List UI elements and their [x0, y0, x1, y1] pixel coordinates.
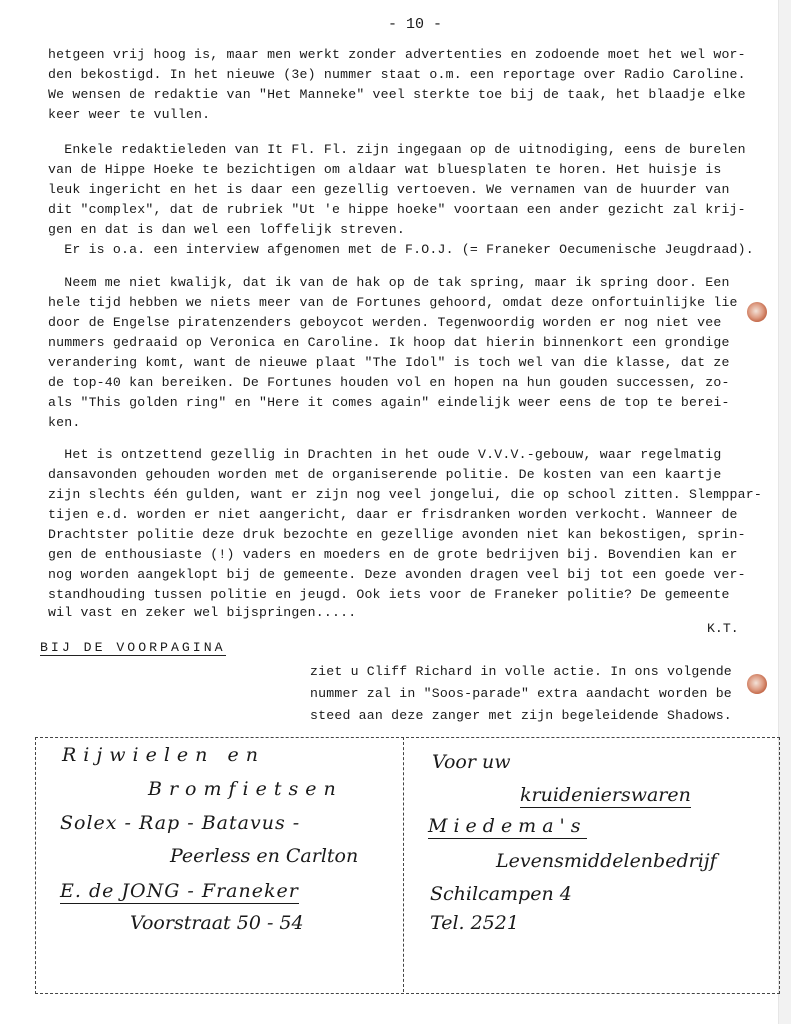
text-line: nummers gedraaid op Veronica en Caroline. Ik hoop dat hierin binnenkort een grondige: [48, 335, 730, 350]
text-line: ken.: [48, 415, 81, 430]
text-line: gen en dat is dan wel een loffelijk streven.: [48, 222, 406, 237]
ad-left-line2: Bromfietsen: [148, 778, 343, 800]
text-line: ziet u Cliff Richard in volle actie. In ons volgende: [310, 664, 732, 679]
text-line: door de Engelse piratenzenders geboycot werden. Tegenwoordig worden er nog niet vee: [48, 315, 722, 330]
ad-left-line1: Rijwielen en: [62, 744, 265, 766]
text-line: gen de enthousiaste (!) vaders en moeders en de grote bedrijven bij. Bovendien kan er: [48, 547, 738, 562]
text-line: den bekostigd. In het nieuwe (3e) nummer staat o.m. een reportage over Radio Caroline.: [48, 67, 746, 82]
text-line: nummer zal in "Soos-parade" extra aandacht worden be: [310, 686, 732, 701]
text-line: keer weer te vullen.: [48, 107, 211, 122]
ad-left-line5: E. de JONG - Franeker: [60, 880, 299, 902]
text-line: nog worden aangeklopt bij de gemeente. Deze avonden dragen veel bij tot een goede ver-: [48, 567, 746, 582]
ad-left-line6: Voorstraat 50 - 54: [130, 912, 304, 934]
text-line: Drachtster politie deze druk bezochte en gezellige avonden niet kan bekostigen, sprin-: [48, 527, 746, 542]
text-line: Het is ontzettend gezellig in Drachten in het oude V.V.V.-gebouw, waar regelmatig: [48, 447, 722, 462]
ad-right-line5: Schilcampen 4: [430, 883, 572, 905]
text-line: dit "complex", dat de rubriek "Ut 'e hippe hoeke" voortaan een ander gezicht zal krij-: [48, 202, 746, 217]
section-heading: BIJ DE VOORPAGINA: [40, 640, 226, 655]
text-line: We wensen de redaktie van "Het Manneke" veel sterkte toe bij de taak, het blaadje elke: [48, 87, 746, 102]
text-line: Neem me niet kwalijk, dat ik van de hak op de tak spring, maar ik spring door. Een: [48, 275, 730, 290]
ad-right-line6: Tel. 2521: [430, 912, 519, 934]
ad-right-line3: Miedema's: [428, 815, 587, 837]
text-line: hele tijd hebben we niets meer van de Fortunes gehoord, omdat deze onfortuinlijke lie: [48, 295, 738, 310]
text-line: wil vast en zeker wel bijspringen.....: [48, 605, 357, 620]
text-line: hetgeen vrij hoog is, maar men werkt zonder advertenties en zodoende moet het wel wor-: [48, 47, 746, 62]
punch-hole: [747, 302, 767, 322]
ad-right-line4: Levensmiddelenbedrijf: [496, 850, 717, 872]
ad-right-line2: kruidenierswaren: [520, 784, 691, 806]
ad-right-line1: Voor uw: [432, 751, 511, 773]
text-line: de top-40 kan bereiken. De Fortunes houden vol en hopen na hun gouden successen, zo-: [48, 375, 730, 390]
text-line: zijn slechts één gulden, want er zijn nog veel jongelui, die op school zitten. Slemppar-: [48, 487, 763, 502]
ad-left-line4: Peerless en Carlton: [170, 845, 359, 867]
punch-hole: [747, 674, 767, 694]
text-line: Enkele redaktieleden van It Fl. Fl. zijn ingegaan op de uitnodiging, eens de burelen: [48, 142, 746, 157]
text-line: dansavonden gehouden worden met de organiserende politie. De kosten van een kaartje: [48, 467, 722, 482]
text-line: tijen e.d. worden er niet aangericht, daar er frisdranken worden verkocht. Wanneer de: [48, 507, 738, 522]
text-line: Er is o.a. een interview afgenomen met de F.O.J. (= Franeker Oecumenische Jeugdraad).: [48, 242, 754, 257]
text-line: standhouding tussen politie en jeugd. Ook iets voor de Franeker politie? De gemeente: [48, 587, 730, 602]
text-line: van de Hippe Hoeke te bezichtigen om aldaar wat bluesplaten te horen. Het huisje is: [48, 162, 722, 177]
text-line: als "This golden ring" en "Here it comes again" eindelijk weer eens de top te berei-: [48, 395, 730, 410]
page-number: - 10 -: [388, 16, 443, 33]
text-line: verandering komt, want de nieuwe plaat "The Idol" is toch wel van die klasse, dat ze: [48, 355, 730, 370]
ad-divider: [403, 737, 404, 992]
text-line: leuk ingericht en het is daar een gezellig vertoeven. We vernamen van de huurder van: [48, 182, 730, 197]
ad-left-line3: Solex - Rap - Batavus -: [60, 812, 301, 834]
text-line: steed aan deze zanger met zijn begeleidende Shadows.: [310, 708, 732, 723]
signature: K.T.: [707, 621, 739, 636]
